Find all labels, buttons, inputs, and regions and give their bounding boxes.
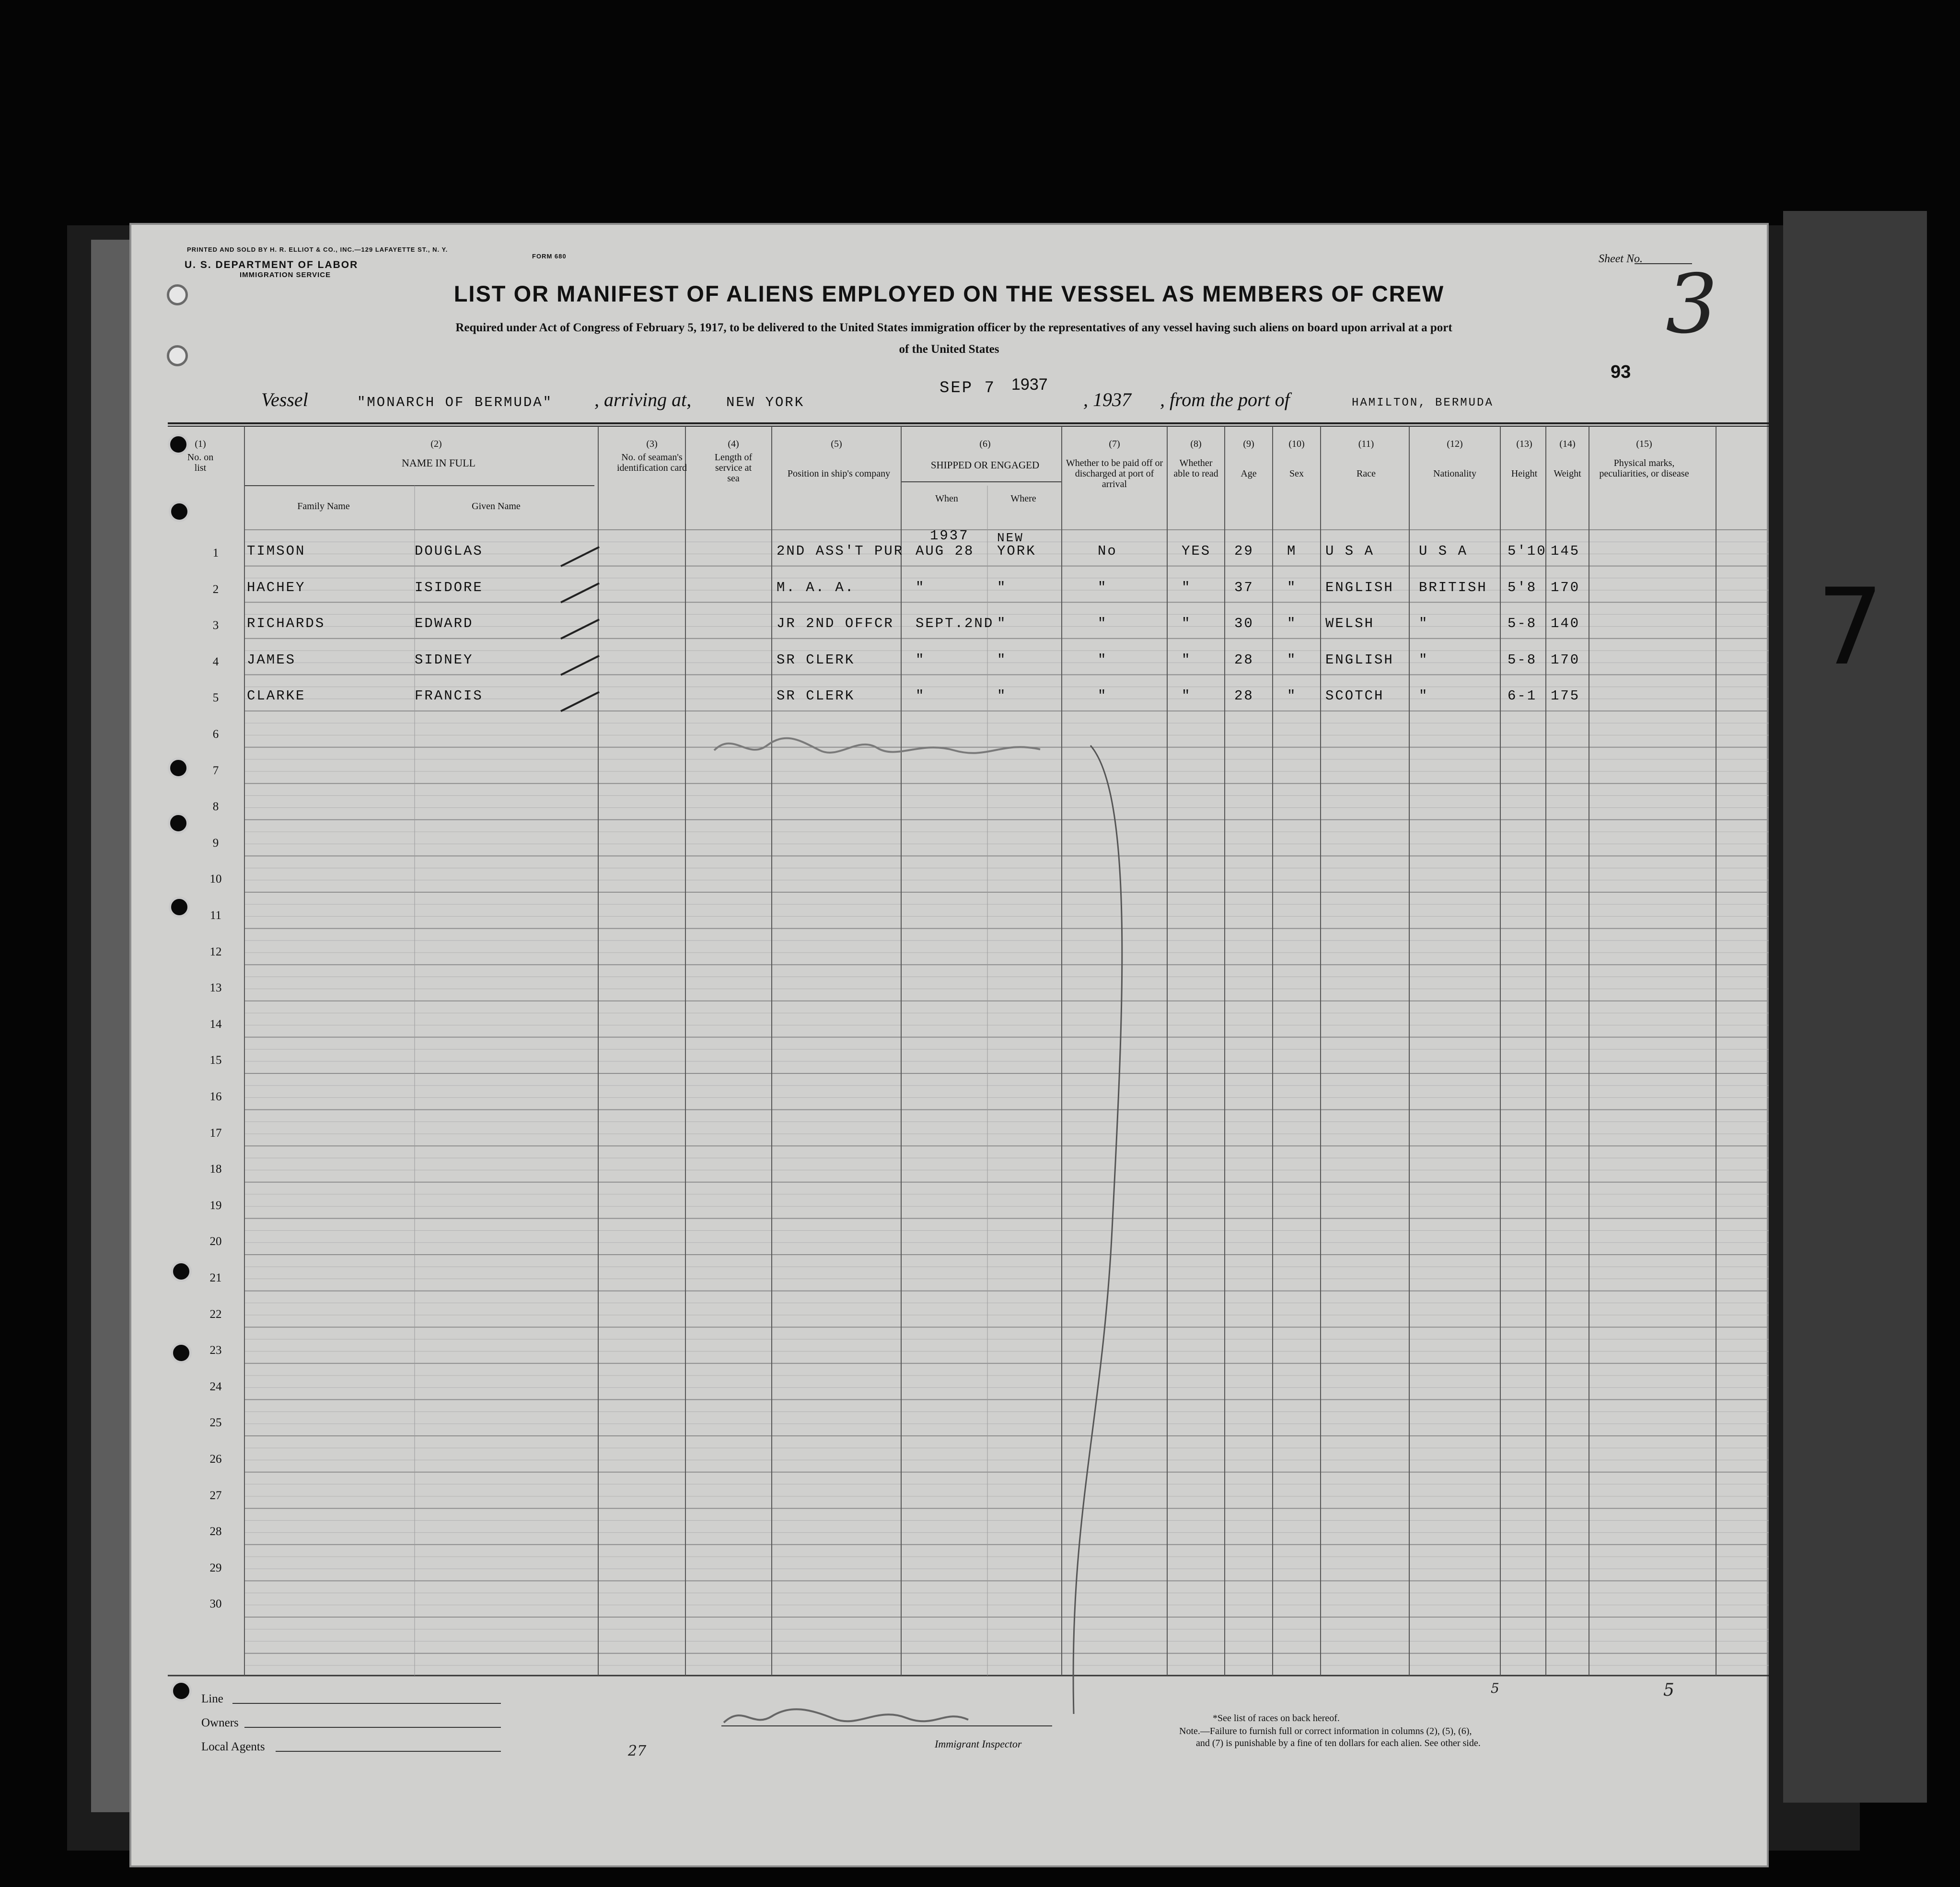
cell-weight: 145 [1551, 543, 1580, 559]
inspector-signature-mark [705, 726, 1136, 770]
page-stamp: 93 [1611, 362, 1631, 382]
cell-given: DOUGLAS [415, 543, 483, 559]
col-num: (8) [1190, 439, 1202, 449]
cell-height: 6-1 [1508, 688, 1537, 704]
check-mark [561, 656, 599, 675]
tally-5a: 5 [1491, 1680, 1499, 1696]
sheet-label: Sheet No. [1599, 253, 1643, 265]
row-number: 30 [209, 1597, 222, 1611]
line-label: Line [201, 1692, 223, 1705]
check-mark [561, 583, 599, 603]
cell-sex: " [1287, 688, 1297, 704]
cell-paid-off: " [1098, 688, 1108, 704]
vessel-label: Vessel [261, 389, 308, 410]
cell-weight: 140 [1551, 616, 1580, 632]
row-number: 27 [209, 1489, 222, 1502]
cell-read: " [1182, 688, 1192, 704]
cell-where: " [997, 616, 1007, 632]
from-port-label: , from the port of [1160, 389, 1290, 410]
form-subtitle: Required under Act of Congress of February 5, 1917, to be delivered to the United States immigration officer by the representatives of any vessel having such aliens on board upon arrival at a port [455, 321, 1452, 334]
col-num: (10) [1288, 439, 1305, 449]
cell-weight: 170 [1551, 652, 1580, 668]
cell-given: EDWARD [415, 616, 474, 632]
cell-read: " [1182, 616, 1192, 632]
col-header-where: Where [1010, 493, 1036, 504]
penalty-note-1: Note.—Failure to furnish full or correct information in columns (2), (5), (6), [1179, 1726, 1472, 1736]
printer-line: PRINTED AND SOLD BY H. R. ELLIOT & CO., INC.—129 LAFAYETTE ST., N. Y. [187, 246, 448, 253]
col-header-physical: Physical marks, peculiarities, or disease [1599, 458, 1689, 479]
cell-where: YORK [997, 543, 1036, 559]
mounting-board-right [1783, 211, 1927, 1803]
row-number: 10 [209, 873, 222, 886]
from-port: HAMILTON, BERMUDA [1352, 396, 1494, 409]
cell-sex: M [1287, 543, 1297, 559]
col-header-no: No. on list [187, 452, 214, 473]
row-number: 1 [212, 547, 219, 559]
cell-read: " [1182, 652, 1192, 668]
cell-family: TIMSON [247, 543, 306, 559]
col-num: (4) [728, 439, 739, 449]
cell-age: 30 [1234, 616, 1254, 632]
cell-nationality: U S A [1419, 543, 1468, 559]
cell-nationality: BRITISH [1419, 579, 1487, 595]
row-number: 6 [212, 728, 219, 741]
form-number: FORM 680 [532, 253, 567, 260]
arriving-port: NEW YORK [726, 395, 805, 410]
binder-hole [168, 757, 189, 779]
col-num: (11) [1358, 439, 1374, 449]
cell-when: " [916, 688, 926, 704]
races-note: *See list of races on back hereof. [1213, 1713, 1340, 1724]
cell-race: ENGLISH [1325, 579, 1394, 595]
cell-given: FRANCIS [415, 688, 483, 704]
cell-paid-off: " [1098, 652, 1108, 668]
cell-position: M. A. A. [777, 579, 855, 595]
col-header-given: Given Name [472, 501, 521, 512]
row-number: 4 [212, 655, 219, 668]
col-num: (1) [195, 439, 206, 449]
row-number: 21 [209, 1271, 222, 1284]
binder-hole [171, 1342, 192, 1363]
cell-given: SIDNEY [415, 652, 474, 668]
cell-height: 5'10 [1508, 543, 1547, 559]
cell-family: CLARKE [247, 688, 306, 704]
cell-read: " [1182, 579, 1192, 595]
col-header-age: Age [1241, 468, 1257, 479]
binder-hole [169, 897, 190, 918]
cell-height: 5-8 [1508, 652, 1537, 668]
col-num: (7) [1109, 439, 1120, 449]
row-number: 24 [209, 1380, 222, 1393]
col-header-name: NAME IN FULL [402, 457, 476, 469]
cell-where: " [997, 579, 1007, 595]
year-suffix: 7 [1122, 389, 1131, 410]
line-blank [232, 1703, 501, 1704]
row-number: 19 [209, 1199, 222, 1212]
agents-label: Local Agents [201, 1740, 265, 1753]
col-header-family: Family Name [297, 501, 350, 512]
row-number: 5 [212, 691, 219, 705]
row-number: 17 [209, 1126, 222, 1140]
cell-weight: 170 [1551, 579, 1580, 595]
row-number: 26 [209, 1453, 222, 1466]
cell-age: 28 [1234, 652, 1254, 668]
col-num: (14) [1559, 439, 1576, 449]
row-number: 18 [209, 1163, 222, 1176]
binder-hole [169, 501, 190, 522]
shipped-year: 1937 [930, 528, 969, 544]
row-number: 20 [209, 1235, 222, 1248]
row-number: 15 [209, 1054, 222, 1067]
vessel-name: "MONARCH OF BERMUDA" [357, 395, 553, 410]
row-number: 9 [212, 836, 219, 850]
cell-age: 28 [1234, 688, 1254, 704]
row-number: 25 [209, 1416, 222, 1430]
col-header-shipped: SHIPPED OR ENGAGED [930, 459, 1040, 471]
cell-when: " [916, 652, 926, 668]
year-label [1083, 388, 1131, 411]
col-header-race: Race [1357, 468, 1376, 479]
binder-hole [171, 1680, 192, 1701]
cell-race: WELSH [1325, 616, 1375, 632]
cell-family: HACHEY [247, 579, 306, 595]
cell-race: SCOTCH [1325, 688, 1384, 704]
margin-mark-7: 7 [1817, 566, 1884, 688]
year-prefix: , 193 [1083, 389, 1122, 410]
sheet-number: 3 [1666, 257, 1718, 352]
cell-given: ISIDORE [415, 579, 483, 595]
col-header-position: Position in ship's company [787, 468, 891, 479]
col-num: (2) [430, 439, 442, 449]
agents-blank [276, 1751, 501, 1752]
cell-position: 2ND ASS'T PUR [777, 543, 904, 559]
row-number: 13 [209, 981, 222, 995]
col-num: (3) [646, 439, 658, 449]
cell-nationality: " [1419, 688, 1429, 704]
col-header-card: No. of seaman's identification card [616, 452, 687, 473]
cell-age: 29 [1234, 543, 1254, 559]
row-number: 7 [212, 764, 219, 777]
cell-sex: " [1287, 579, 1297, 595]
col-header-service: Length of service at sea [714, 452, 753, 484]
col-header-when: When [935, 493, 958, 504]
check-mark [561, 547, 599, 566]
check-mark [561, 692, 599, 711]
col-num: (6) [979, 439, 991, 449]
date-stamp: SEP 7 [939, 379, 996, 397]
cell-sex: " [1287, 652, 1297, 668]
cell-when: " [916, 579, 926, 595]
manifest-sheet [129, 223, 1769, 1867]
row-number: 11 [209, 909, 222, 922]
row-number: 12 [209, 945, 222, 958]
tally-5b: 5 [1663, 1680, 1674, 1700]
col-num: (5) [831, 439, 842, 449]
cell-where: " [997, 688, 1007, 704]
binder-hole [168, 813, 189, 834]
row-number: 29 [209, 1561, 222, 1574]
col-header-sex: Sex [1289, 468, 1304, 479]
form-title: LIST OR MANIFEST OF ALIENS EMPLOYED ON THE VESSEL AS MEMBERS OF CREW [453, 281, 1445, 306]
cell-family: RICHARDS [247, 616, 325, 632]
cell-race: ENGLISH [1325, 652, 1394, 668]
col-header-paid-off: Whether to be paid off or discharged at port of arrival [1066, 458, 1163, 489]
cell-weight: 175 [1551, 688, 1580, 704]
cell-position: JR 2ND OFFCR [777, 616, 894, 632]
row-number: 23 [209, 1344, 222, 1357]
cell-paid-off: " [1098, 579, 1108, 595]
shipped-where-top: NEW [997, 531, 1024, 545]
cell-paid-off: No [1098, 543, 1117, 559]
owners-blank [244, 1727, 501, 1728]
cell-read: YES [1182, 543, 1211, 559]
row-number: 2 [212, 582, 219, 596]
tally-27: 27 [628, 1743, 647, 1759]
cell-when: SEPT.2ND [916, 616, 994, 632]
cell-height: 5-8 [1508, 616, 1537, 632]
cell-height: 5'8 [1508, 579, 1537, 595]
cell-nationality: " [1419, 652, 1429, 668]
cell-position: SR CLERK [777, 652, 855, 668]
check-mark [561, 619, 599, 639]
cell-sex: " [1287, 616, 1297, 632]
row-number: 16 [209, 1090, 222, 1103]
row-number: 3 [212, 619, 219, 632]
penalty-note-2: and (7) is punishable by a fine of ten dollars for each alien. See other side. [1196, 1738, 1481, 1748]
row-number: 22 [209, 1307, 222, 1321]
col-num: (15) [1636, 439, 1652, 449]
owners-label: Owners [201, 1716, 239, 1729]
col-header-read: Whether able to read [1173, 458, 1218, 479]
cell-position: SR CLERK [777, 688, 855, 704]
col-num: (9) [1243, 439, 1254, 449]
department: U. S. DEPARTMENT OF LABOR [185, 259, 359, 270]
col-header-weight: Weight [1554, 468, 1581, 479]
col-num: (12) [1447, 439, 1463, 449]
year-stamp: 1937 [1011, 375, 1048, 394]
arriving-label: , arriving at, [594, 389, 692, 410]
cell-family: JAMES [247, 652, 296, 668]
binder-hole [171, 1261, 192, 1282]
form-subtitle-2: of the United States [899, 343, 999, 356]
cell-where: " [997, 652, 1007, 668]
row-number: 8 [212, 800, 219, 814]
cell-when: AUG 28 [916, 543, 974, 559]
row-number: 14 [209, 1017, 222, 1031]
cell-age: 37 [1234, 579, 1254, 595]
inspector-label: Immigrant Inspector [935, 1738, 1022, 1750]
col-header-height: Height [1511, 468, 1538, 479]
row-number: 28 [209, 1525, 222, 1538]
service: IMMIGRATION SERVICE [240, 271, 331, 279]
cell-nationality: " [1419, 616, 1429, 632]
col-header-nationality: Nationality [1433, 468, 1476, 479]
cell-paid-off: " [1098, 616, 1108, 632]
col-num: (13) [1516, 439, 1532, 449]
cell-race: U S A [1325, 543, 1375, 559]
